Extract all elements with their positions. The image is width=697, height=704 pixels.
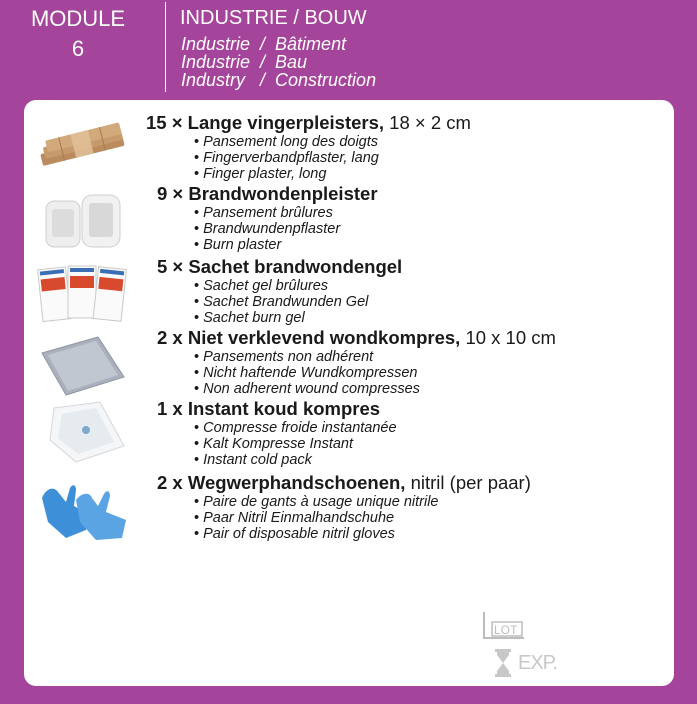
item-translations <box>194 134 471 182</box>
item-translations <box>194 278 402 326</box>
subtitle-fr: Industrie / Bâtiment <box>181 34 347 54</box>
hourglass-icon <box>492 648 514 678</box>
item-text <box>157 183 378 253</box>
finger-plaster-image <box>36 116 128 180</box>
item-spec: 18 × 2 cm <box>384 112 471 133</box>
item-name: Niet verklevend wondkompres, <box>187 327 461 348</box>
nitrile-gloves-image <box>36 478 128 542</box>
item-qty: 15 × <box>146 112 188 133</box>
translation-en: • Instant cold pack <box>194 452 397 468</box>
cold-pack-image <box>36 400 128 464</box>
translation-de: • Paar Nitril Einmalhandschuhe <box>194 510 531 526</box>
translation-de: • Kalt Kompresse Instant <box>194 436 397 452</box>
item-translations <box>194 349 556 397</box>
contents-card <box>24 100 674 686</box>
item-text <box>157 256 402 326</box>
item-qty: 5 × <box>157 256 189 277</box>
lot-label: LOT <box>494 623 518 637</box>
translation-de: • Fingerverbandpflaster, lang <box>194 150 471 166</box>
item-text <box>157 398 397 468</box>
translation-en: • Finger plaster, long <box>194 166 471 182</box>
module-label <box>24 4 132 64</box>
exp-label: EXP. <box>518 652 557 674</box>
item-name: Sachet brandwondengel <box>188 256 403 277</box>
translation-de: • Brandwundenpflaster <box>194 221 378 237</box>
subtitle-en: Industry / Construction <box>181 70 377 90</box>
item-title <box>157 183 378 205</box>
header-divider <box>165 2 166 92</box>
translation-fr: • Pansement long des doigts <box>194 134 471 150</box>
item-spec: 10 x 10 cm <box>460 327 556 348</box>
module-number: 6 <box>71 36 85 61</box>
item-translations <box>194 205 378 253</box>
item-text <box>157 472 531 542</box>
wound-compress-image <box>36 333 128 397</box>
item-qty: 2 x <box>157 472 188 493</box>
burn-plaster-image <box>36 189 128 253</box>
translation-fr: • Paire de gants à usage unique nitrile <box>194 494 531 510</box>
item-translations <box>194 420 397 468</box>
item-qty: 1 x <box>157 398 188 419</box>
page-title: INDUSTRIE / BOUW <box>180 7 367 29</box>
item-name: Brandwondenpleister <box>188 183 378 204</box>
item-name: Instant koud kompres <box>187 398 381 419</box>
item-qty: 9 × <box>157 183 189 204</box>
item-text <box>157 327 556 397</box>
item-title <box>157 472 531 494</box>
translation-en: • Burn plaster <box>194 237 378 253</box>
lot-icon <box>482 610 526 640</box>
header <box>0 0 697 100</box>
item-title <box>146 112 471 134</box>
item-translations <box>194 494 531 542</box>
subtitle-list <box>181 35 376 89</box>
translation-fr: • Compresse froide instantanée <box>194 420 397 436</box>
translation-en: • Non adherent wound compresses <box>194 381 556 397</box>
translation-fr: • Pansements non adhérent <box>194 349 556 365</box>
translation-fr: • Sachet gel brûlures <box>194 278 402 294</box>
item-text <box>146 112 471 182</box>
item-name: Lange vingerpleisters, <box>187 112 385 133</box>
module-title: MODULE <box>30 6 126 31</box>
item-name: Wegwerphandschoenen, <box>187 472 406 493</box>
subtitle-de: Industrie / Bau <box>181 52 308 72</box>
translation-fr: • Pansement brûlures <box>194 205 378 221</box>
burn-gel-sachet-image <box>36 260 128 324</box>
item-spec: nitril (per paar) <box>405 472 531 493</box>
translation-de: • Sachet Brandwunden Gel <box>194 294 402 310</box>
translation-en: • Sachet burn gel <box>194 310 402 326</box>
item-title <box>157 327 556 349</box>
translation-en: • Pair of disposable nitril gloves <box>194 526 531 542</box>
lot-symbol <box>482 610 526 640</box>
item-title <box>157 398 397 420</box>
item-qty: 2 x <box>157 327 188 348</box>
translation-de: • Nicht haftende Wundkompressen <box>194 365 556 381</box>
expiry-symbol <box>492 648 572 680</box>
item-title <box>157 256 402 278</box>
